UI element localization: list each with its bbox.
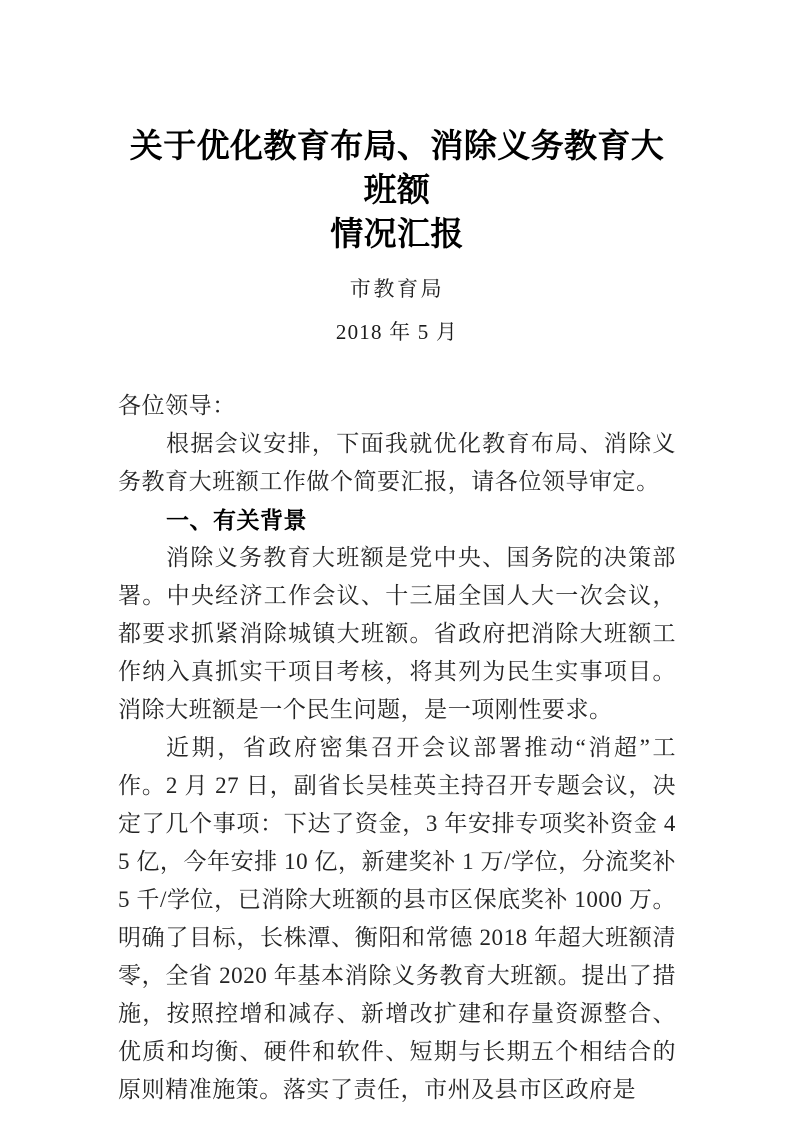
document-title — [118, 0, 676, 256]
page-content-column — [118, 0, 676, 1109]
document-body — [118, 347, 676, 1109]
intro-paragraph: 根据会议安排，下面我就优化教育布局、消除义务教育大班额工作做个简要汇报，请各位领导审定。 — [118, 431, 676, 494]
salutation: 各位领导： — [118, 393, 236, 418]
document-date: 2018 年 5 月 — [335, 320, 459, 344]
document-title-line-2: 情况汇报 — [330, 215, 464, 252]
section-1-paragraph-1: 消除义务教育大班额是党中央、国务院的决策部署。中央经济工作会议、十三届全国人大一次会议，都要求抓紧消除城镇大班额。省政府把消除大班额工作纳入真抓实干项目考核，将其列为民生实事项目。消除大班额是一个民生问题，是一项刚性要求。 — [118, 545, 676, 722]
section-heading-1: 一、有关背景 — [166, 507, 307, 533]
document-title-line-1: 关于优化教育布局、消除义务教育大班额 — [129, 127, 665, 208]
document-issuer: 市教育局 — [349, 277, 445, 301]
section-1-paragraph-2: 近期，省政府密集召开会议部署推动“消超”工作。2 月 27 日，副省长吴桂英主持召开专题会议，决定了几个事项：下达了资金，3 年安排专项奖补资金 45 亿，今年安排 10 亿，新建奖补 1 万/学位，分流奖补 5 千/学位，已消除大班额的县市区保底奖补 1000 万。明确了目标，长株潭、衡阳和常德 2018 年超大班额清零，全省 2020 年基本消除义务教育大班额。提出了措施，按照控增和减存、新增改扩建和存量资源整合、优质和均衡、硬件和软件、短期与长期五个相结合的原则精准施策。落实了责任，市州及县市区政府是 — [118, 735, 676, 1102]
